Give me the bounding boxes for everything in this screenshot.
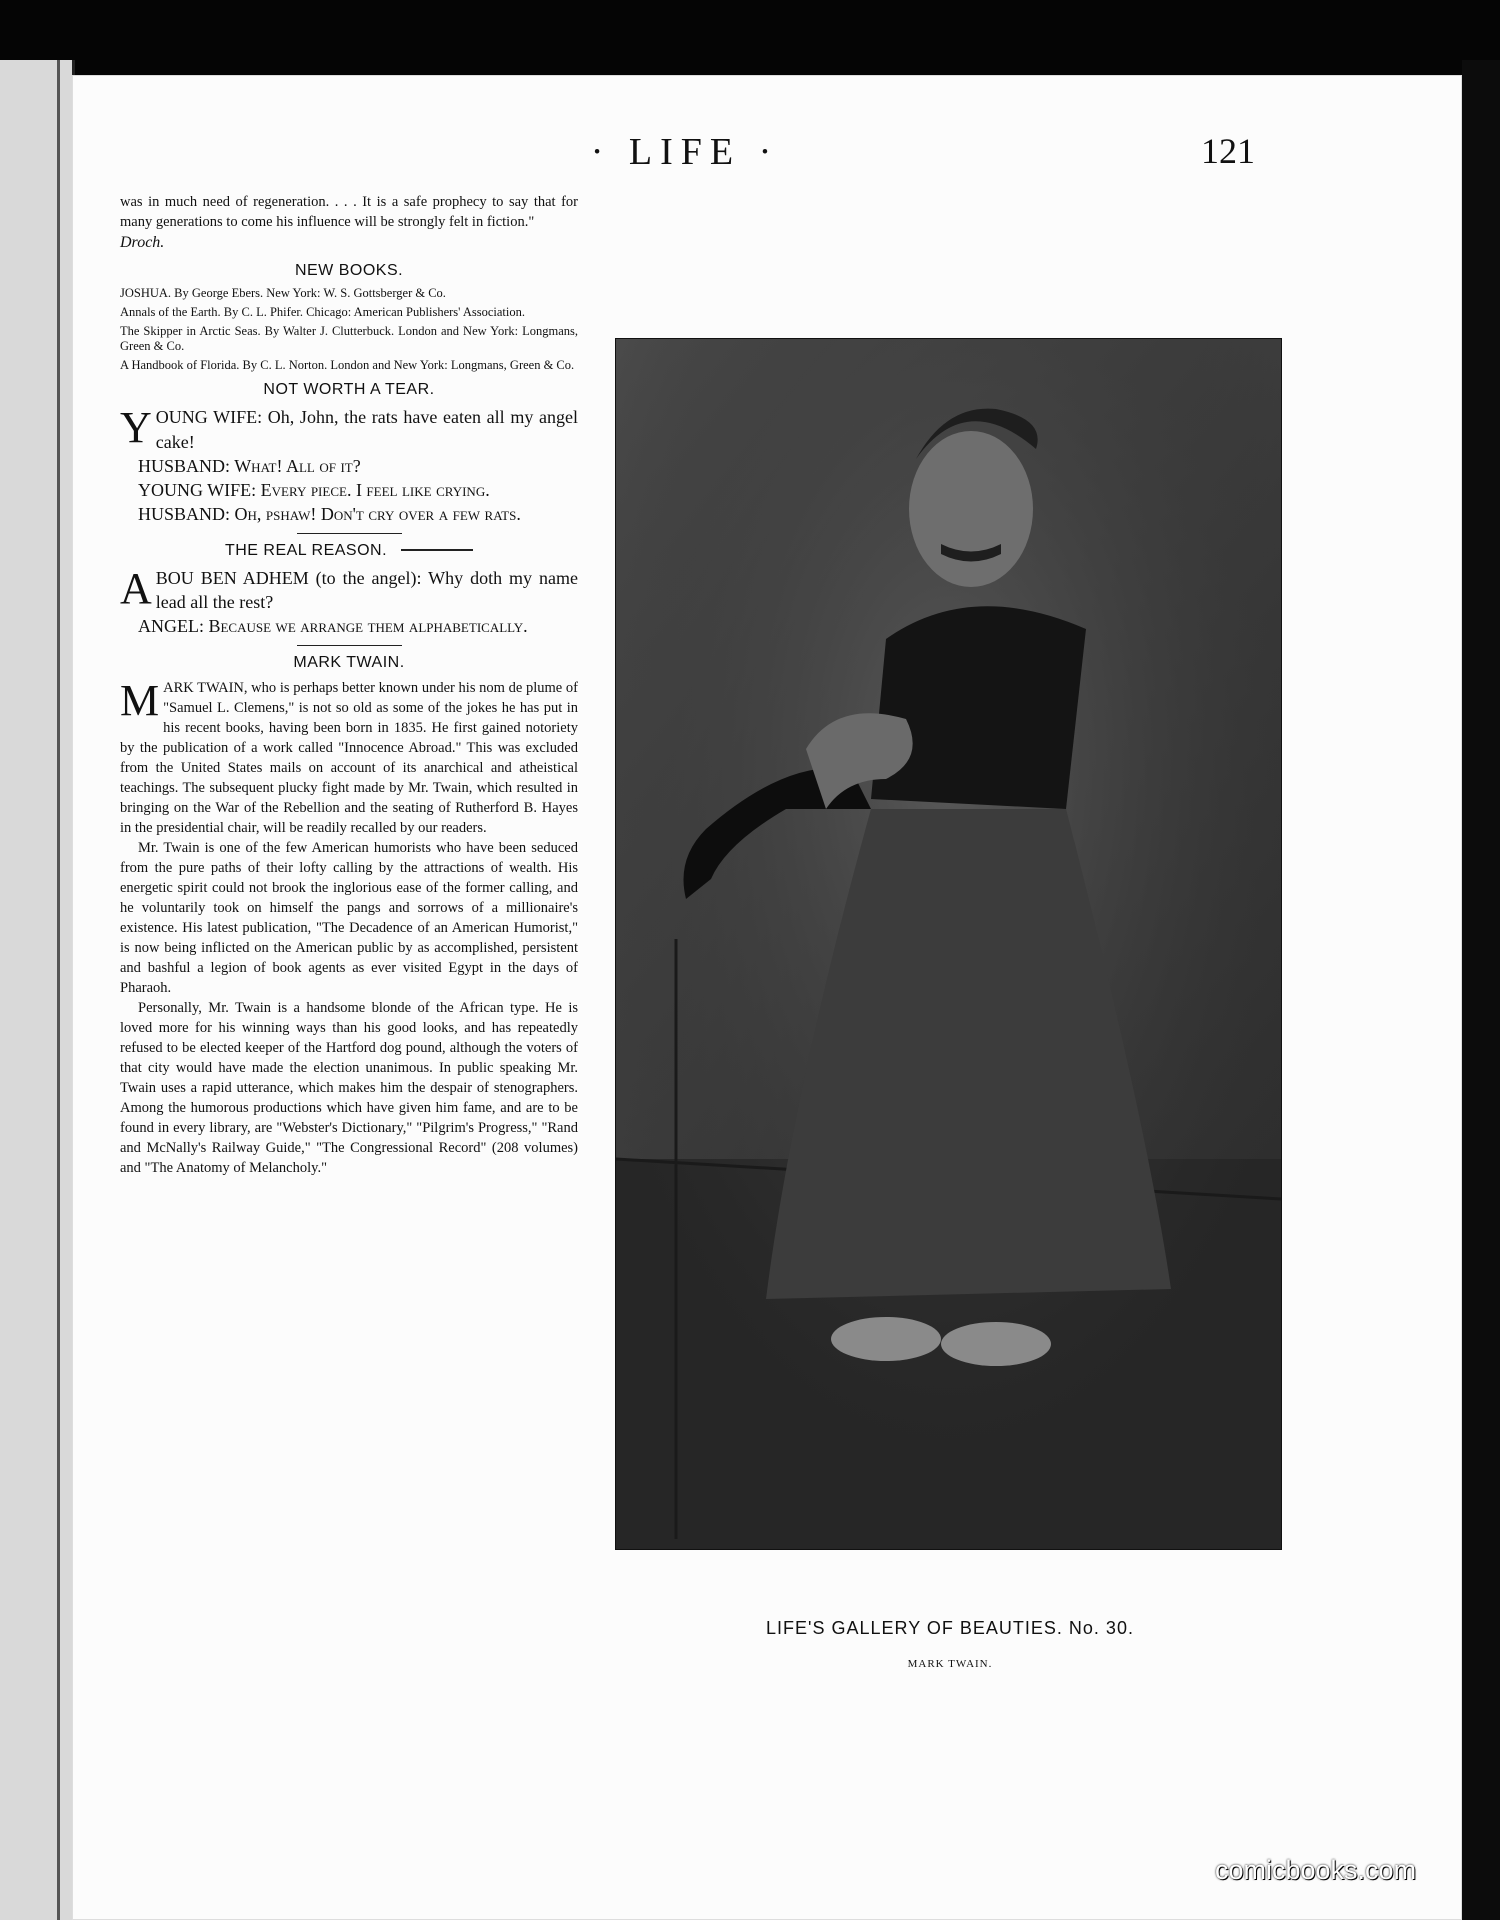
twain-paragraph: ARK TWAIN, who is perhaps better known under his nom de plume of "Samuel L. Clemens," is not so old as some of the jokes he has put in his recent books, having been born in 1835. He first gained notoriety by the publication of a work called "Innocence Abroad." This was excluded from the United States mails on account of its anarchical and atheistical teachings. The subsequent plucky fight made by Mr. Twain, which resulted in bringing on the War of the Rebellion and the seating of Rutherford B. Hayes in the presidential chair, will be readily recalled by our readers.	[120, 679, 578, 836]
tear-line: HUSBAND: What! All of it?	[138, 455, 361, 476]
portrait-illustration	[616, 339, 1281, 1549]
reason-dialogue	[120, 563, 578, 639]
twain-paragraph: Mr. Twain is one of the few American humorists who have been seduced from the pure paths of their lofty calling by the attractions of wealth. His energetic spirit could not brook the inglorious ease of the former calling, and he voluntarily took on himself the pangs and sorrows of a millionaire's existence. His latest publication, "The Decadence of an American Humorist," is now being inflicted on the American public by as accomplished, persistent and bashful a legion of book agents as ever visited Egypt in the days of Pharaoh.	[120, 839, 578, 996]
figure-bodice	[871, 606, 1086, 809]
portrait-photograph	[615, 338, 1282, 1550]
book-item: A Handbook of Florida. By C. L. Norton. London and New York: Longmans, Green & Co.	[120, 358, 575, 373]
tear-line: HUSBAND: Oh, pshaw! Don't cry over a few rats.	[138, 504, 521, 525]
new-books-heading: NEW BOOKS.	[294, 262, 404, 280]
drop-cap: A	[120, 563, 152, 613]
left-text-column	[120, 192, 578, 1178]
reason-heading-text: THE REAL REASON.	[224, 541, 388, 559]
reason-heading	[120, 540, 578, 562]
book-item: JOSHUA. By George Ebers. New York: W. S. Gottsberger & Co.	[120, 286, 446, 301]
tear-heading: NOT WORTH A TEAR.	[263, 381, 435, 399]
masthead-title: · LIFE ·	[590, 131, 780, 173]
figure-subcaption: MARK TWAIN.	[907, 1658, 993, 1670]
twain-paragraph: Personally, Mr. Twain is a handsome blonde of the African type. He is loved more for his winning ways than his good looks, and has repeatedly refused to be elected keeper of the Hartford dog pound, although the voters of that city would have made the election unanimous. In public speaking Mr. Twain uses a rapid utterance, which makes him the despair of stenographers. Among the humorous productions which have given him fame, and are to be found in every library, are "Webster's Dictionary," "Pilgrim's Progress," "Rand and McNally's Railway Guide," "The Congressional Record" (208 volumes) and "The Anatomy of Melancholy."	[120, 999, 578, 1176]
scan-right-border	[1462, 60, 1500, 1920]
book-item: Annals of the Earth. By C. L. Phifer. Chicago: American Publishers' Association.	[120, 305, 525, 320]
left-shoe	[831, 1317, 941, 1361]
reason-line: ANGEL: Because we arrange them alphabetically.	[138, 616, 528, 637]
reason-line: BOU BEN ADHEM (to the angel): Why doth my name lead all the rest?	[155, 567, 578, 613]
intro-signature: Droch.	[120, 234, 165, 251]
tear-line: YOUNG WIFE: Every piece. I feel like crying.	[138, 480, 490, 501]
book-item: The Skipper in Arctic Seas. By Walter J. Clutterbuck. London and New York: Longmans, Green & Co.	[120, 324, 578, 354]
section-divider	[297, 533, 402, 534]
section-divider	[297, 645, 402, 646]
twain-heading: MARK TWAIN.	[293, 653, 405, 671]
page-number: 121	[1201, 131, 1255, 171]
previous-page-edge	[0, 60, 75, 1920]
figure-head	[909, 431, 1033, 587]
new-books-list	[120, 286, 578, 373]
tear-dialogue	[120, 405, 578, 526]
heading-rule	[401, 549, 473, 551]
watermark[interactable]: comicbooks.com	[1215, 1855, 1417, 1885]
figure-caption: LIFE'S GALLERY OF BEAUTIES. No. 30.	[766, 1618, 1134, 1638]
tear-line: OUNG WIFE: Oh, John, the rats have eaten all my angel cake!	[155, 407, 578, 452]
intro-paragraph: was in much need of regeneration. . . . It is a safe prophecy to say that for many generations to come his influence will be strongly felt in fiction."	[120, 194, 578, 230]
drop-cap: M	[120, 675, 160, 725]
gutter-line	[57, 60, 60, 1920]
drop-cap: Y	[120, 403, 152, 453]
right-shoe	[941, 1322, 1051, 1366]
